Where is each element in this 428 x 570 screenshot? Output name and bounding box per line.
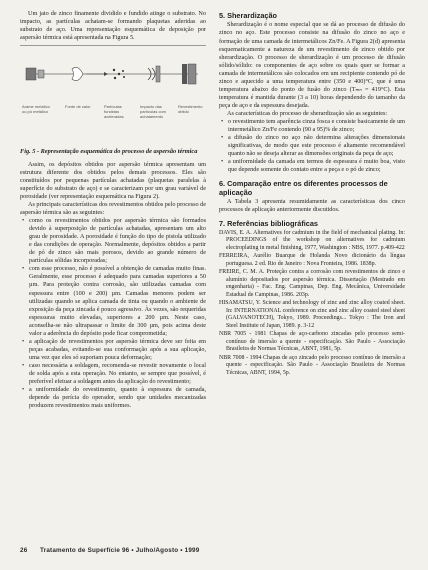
- figure-label-impact: Impacto das partículas com achatamento: [140, 104, 167, 120]
- reference-item: HISAMATSU, Y. Science and technology of zinc and zinc alloy coated sheet. In: INTERNATIONAL conference on zinc and zinc alloy coated steel sheet (GALVANOTECH), Tokyo, 1989. Proceedings... Tokyo : The Iron and Steel Institute of Japan, 1989. p. 3-12: [219, 300, 405, 329]
- figure-label-coating: Revestimento obtido: [178, 104, 203, 115]
- reference-item: DAVIS, E. A. Alternatives for cadmium in the field of mechanical plating. In: PROCEEDINGS of the workshop on alternatives for cadmium electroplating in metal finishing, 1977, Washington : NBS, 1977. p.409-422: [219, 229, 405, 251]
- list-item: • a uniformidade do revestimento, quanto à espessura de camada, depende da perícia do operador, sendo que unidades mecanizadas produzem revestimentos mais uniformes.: [29, 386, 206, 410]
- section-heading-sherardization: 5. Sherardização: [219, 11, 277, 20]
- intro-paragraph: Um jato de zinco finamente dividido e fundido atinge o substrato. No impacto, as partículas achatam-se formando plaquetas aderidas ao substrato de aço. Uma representação esquemática de deposição por aspersão térmica está apresentada na Figura 5.: [20, 10, 206, 42]
- list-item: • caso necessária a soldagem, recomenda-se revestir novamente o local de solda após a esta operação. No entanto, se sempre que possível, é preferível efetuar a soldagem antes da aplicação do revestimento;: [29, 362, 206, 386]
- journal-info: Tratamento de Superfície 96 • Julho/Agosto • 1999: [40, 547, 200, 554]
- list-item: • a uniformidade da camada em termos de espessura é muito boa, visto que depende somente do contato entre a peça e o pó de zinco;: [228, 158, 405, 174]
- thermal-spray-diagram: [20, 50, 206, 110]
- figure-caption: Fig. 5 - Representação esquemática do processo de aspersão térmica: [20, 148, 198, 156]
- figure-label-heat-source: Fonte de calor: [65, 104, 91, 110]
- list-item: • com esse processo, não é possível a obtenção de camadas muito finas. Geralmente, esse processo é adequado para camadas superiores a 50 µm. Para proteção contra corrosão, são utilizadas camadas com espessura entre (100 e 200) µm. Camadas menores podem ser utilizadas quando se aplica camada de tinta ou quando o ambiente de exposição da peça zincada é pouco agressivo. Às vezes, são requeridas espessuras muito elevadas, superiores a 200 µm. Neste caso, aconselha-se não ultrapassar o limite de 300 µm, pois acima deste valor a aderência do depósito pode ficar comprometida;: [29, 265, 206, 337]
- list-item: • como os revestimentos obtidos por aspersão térmica são formados devido à superposição de partículas achatadas, apresentam um alto grau de porosidade. A porosidade é função do tipo de pistola utilizado e das condições de operação. Normalmente, depósitos obtidos a partir de pó de zinco são mais porosos, devido ao grande número de partículas sólidas incorporadas;: [29, 217, 206, 265]
- references-list: [219, 230, 405, 378]
- right-paragraph-3: A Tabela 3 apresenta resumidamente as características dos cinco processos de aplicação anteriormente discutidos.: [219, 198, 405, 214]
- reference-item: NBR 7008 - 1994 Chapas de aço zincado pelo processo contínuo de imersão a quente - especificação. São Paulo - Associação Brasileira de Normas Técnicas, ABNT, 1994, 5p.: [219, 354, 405, 376]
- section-heading-references: 7. Referências bibliográficas: [219, 219, 318, 229]
- reference-item: FERREIRA, Aurélio Buarque de Holanda Novo dicionário da língua portuguesa. 2 ed. Rio de Janeiro : Nova Fronteira, 1986. 1838p.: [219, 253, 405, 267]
- left-column: [20, 10, 206, 410]
- reference-item: NBR 7005 - 1981 Chapas de aço-carbono zincadas pelo processo semi-contínuo de imersão a quente - especificação. São Paulo - Associação Brasileira de Normas Técnicas, ABNT, 1981, 5p.: [219, 331, 405, 353]
- right-paragraph-1: Sherardização é o nome especial que se dá ao processo de difusão do zinco no aço. Este processo consiste na difusão do zinco no aço e formação de uma camada de intermetálicos Zn/Fe. A Figura 2(d) apresenta esquematicamente a natureza de um revestimento de zinco obtido por sherardização. O processo de sherardização é um processo de difusão sólido/sólido: os componentes de aço sobre os quais quer se formar a camada de intermetálicos são colocados em um recipiente contendo pó de zinco e aquecido a uma temperatura entre (350 e 400)°C, que é uma temperatura abaixo do ponto de fusão do zinco (Tₘₙ = 419°C). Esta temperatura é mantida durante (3 a 10) horas dependendo do tamanho da peça de aço e da espessura desejada.: [219, 21, 405, 109]
- list-item: • a aplicação de revestimentos por aspersão térmica deve ser feita em peças acabadas, evitando-se sua conformação após a sua aplicação, uma vez que eles só suportam pouca deformação;: [29, 338, 206, 362]
- reference-item: FREIRE, C. M. A. Proteção contra a corrosão com revestimentos de zinco e alumínio depositados por aspersão térmica. Dissertação (Mestrado em engenharia) - Fac. Eng. Campinas, Dep. Eng. Mecânica, Universidade Estadual de Campinas, 1986. 203p.: [219, 268, 405, 298]
- page-footer: [20, 547, 408, 559]
- list-item: • o revestimento tem aparência cinza fosca e consiste basicamente de um intermetálico Zn/Fe contendo (90 a 95)% de zinco;: [228, 118, 405, 134]
- figure-label-wire: Arame metálico ou pó metálico: [22, 104, 50, 115]
- sherardization-characteristics-list: [219, 118, 405, 174]
- section-heading-comparison: 6. Comparação entre os diferentes processos de aplicação: [219, 179, 388, 197]
- right-paragraph-2: As características do processo de sherardização são as seguintes:: [227, 109, 388, 117]
- thermal-spray-figure: [20, 45, 206, 146]
- right-column: [219, 10, 405, 378]
- left-paragraph-1: Assim, os depósitos obtidos por aspersão térmica apresentam um estrutura diferente dos obtidos pelos demais processos. Eles são constituídos por pequenas partículas achatadas (plaquetas paralelas à superfície do substrato de aço) e se caracterizam por um grau variável de porosidade (ver representação esquemática na Figura 2).: [20, 160, 206, 200]
- figure-label-particles: Partículas fundidas aceleradas: [104, 104, 124, 120]
- left-paragraph-2: As principais características dos revestimentos obtidos pelo processo de aspersão térmica são as seguintes:: [20, 201, 207, 217]
- list-item: • a difusão do zinco no aço não determina alterações dimensionais significativas, de modo que este processo é altamente recomendável quanto não se deseja alterar as dimensões originais da peça de aço;: [228, 134, 405, 158]
- page-number: 26: [20, 547, 28, 554]
- thermal-spray-characteristics-list: [20, 217, 206, 410]
